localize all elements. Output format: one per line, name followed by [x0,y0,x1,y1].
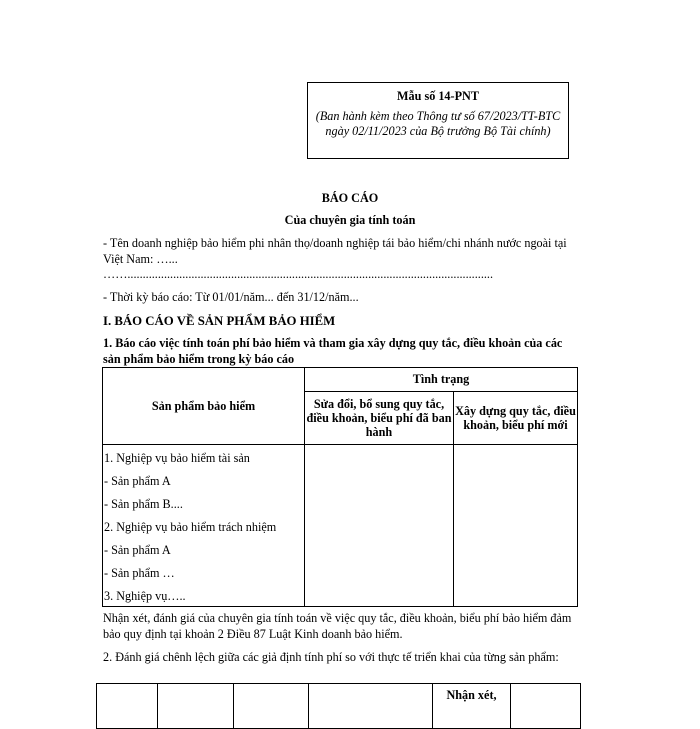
table-row: - Sản phẩm A [104,543,171,557]
table-row: - Sản phẩm A [104,474,171,488]
t2-cell [511,684,581,729]
assumptions-table [96,683,581,729]
company-name-line: - Tên doanh nghiệp bảo hiểm phi nhân thọ/doanh nghiệp tái bảo hiểm/chi nhánh nước ngoài tại Việt Nam: …... [103,236,567,266]
col-header-status: Tình trạng [305,368,578,392]
table-row: - Sản phẩm … [104,566,175,580]
t2-cell [234,684,309,729]
remark-paragraph: Nhận xét, đánh giá của chuyên gia tính toán về việc quy tắc, điều khoản, biểu phí bảo hiểm đảm bảo quy định tại khoản 2 Điều 87 Luật Kinh doanh bảo hiểm. [103,611,572,641]
form-issued-note: (Ban hành kèm theo Thông tư số 67/2023/TT-BTC ngày 02/11/2023 của Bộ trưởng Bộ Tài chính) [315,108,561,139]
form-code: Mẫu số 14-PNT [397,89,479,103]
table-row: 3. Nghiệp vụ….. [104,589,186,603]
section-heading: I. BÁO CÁO VỀ SẢN PHẨM BẢO HIỂM [103,314,336,328]
reporting-period-line: - Thời kỳ báo cáo: Từ 01/01/năm... đến 31/12/năm... [103,290,359,304]
t2-cell [97,684,158,729]
t2-cell [309,684,433,729]
t2-col-header-remark: Nhận xét, [433,684,511,729]
form-info-box [307,82,569,159]
modify-cell [305,445,454,607]
new-cell [454,445,578,607]
table-row: 2. Nghiệp vụ bảo hiểm trách nhiệm [104,520,277,534]
col-header-modify: Sửa đổi, bổ sung quy tắc, điều khoản, biểu phí đã ban hành [305,392,454,445]
col-header-product: Sản phẩm bảo hiểm [103,368,305,445]
col-header-new: Xây dựng quy tắc, điều khoản, biểu phí mới [454,392,578,445]
t2-cell [158,684,234,729]
report-subtitle: Của chuyên gia tính toán [284,213,416,227]
subsection-1-heading: 1. Báo cáo việc tính toán phí bảo hiểm và tham gia xây dựng quy tắc, điều khoản của các sản phẩm bảo hiểm trong kỳ báo cáo [103,336,563,366]
table-row: 1. Nghiệp vụ bảo hiểm tài sản [104,451,250,465]
report-title: BÁO CÁO [321,191,379,205]
dots-line: ……........................................................................................................................ [103,267,493,281]
subsection-2-heading: 2. Đánh giá chênh lệch giữa các giả định tính phí so với thực tế triển khai của từng sản phẩm: [103,650,559,664]
products-table [102,367,578,607]
products-cell [103,445,305,607]
table-row: - Sản phẩm B.... [104,497,183,511]
